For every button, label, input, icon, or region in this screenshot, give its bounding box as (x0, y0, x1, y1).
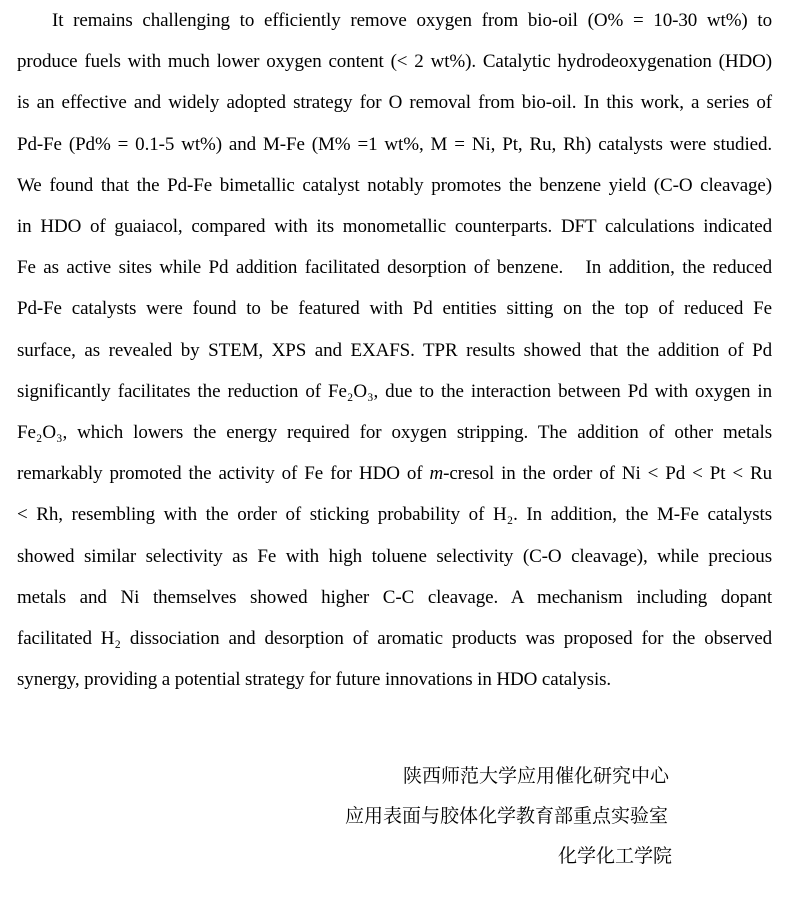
abstract-text-italic: m (429, 463, 444, 485)
abstract-line (17, 330, 772, 371)
abstract-line (17, 659, 772, 700)
abstract-text: We found that the Pd-Fe bimetallic catalyst notably promotes the benzene yield (C-O cleavage) (17, 174, 772, 196)
abstract-text: It remains challenging to efficiently remove oxygen from bio-oil (O% = 10-30 wt%) to (52, 10, 772, 31)
abstract-line (17, 494, 772, 535)
abstract-line (17, 577, 772, 618)
abstract-text: remarkably promoted the activity of Fe for HDO of (17, 463, 430, 485)
abstract-text: significantly facilitates the reduction of Fe₂O₃, due to the interaction between Pd with oxygen in (17, 380, 772, 402)
abstract-text: synergy, providing a potential strategy for future innovations in HDO catalysis. (17, 669, 612, 691)
abstract-line (17, 165, 772, 206)
abstract-text: produce fuels with much lower oxygen content (< 2 wt%). Catalytic hydrodeoxygenation (HDO) (17, 51, 772, 73)
affiliation-line-research-center: 陕西师范大学应用催化研究中心 (403, 766, 670, 787)
abstract-text: in HDO of guaiacol, compared with its monometallic counterparts. DFT calculations indicated (17, 216, 772, 238)
abstract-paragraph (17, 0, 772, 700)
affiliation-line-school: 化学化工学院 (558, 846, 673, 867)
abstract-text: -cresol in the order of Ni < Pd < Pt < Ru (443, 463, 773, 485)
abstract-text: surface, as revealed by STEM, XPS and EXAFS. TPR results showed that the addition of Pd (17, 339, 772, 361)
abstract-line (17, 0, 772, 41)
affiliation-line-key-laboratory: 应用表面与胶体化学教育部重点实验室 (345, 806, 669, 827)
abstract-text: facilitated H₂ dissociation and desorption of aromatic products was proposed for the observed (17, 628, 772, 650)
abstract-line (17, 247, 772, 288)
abstract-text: Pd-Fe catalysts were found to be featured with Pd entities sitting on the top of reduced Fe (17, 298, 772, 320)
abstract-line (17, 536, 772, 577)
abstract-text: < Rh, resembling with the order of sticking probability of H₂. In addition, the M-Fe catalysts (17, 504, 772, 526)
abstract-line (17, 453, 772, 494)
abstract-text: metals and Ni themselves showed higher C-C cleavage. A mechanism including dopant (17, 586, 772, 608)
abstract-text: showed similar selectivity as Fe with high toluene selectivity (C-O cleavage), while precious (17, 545, 772, 567)
abstract-line (17, 412, 772, 453)
abstract-line (17, 41, 772, 82)
abstract-text: Pd-Fe (Pd% = 0.1-5 wt%) and M-Fe (M% =1 wt%, M = Ni, Pt, Ru, Rh) catalysts were studied. (17, 133, 772, 155)
abstract-line (17, 618, 772, 659)
abstract-line (17, 124, 772, 165)
abstract-line (17, 371, 772, 412)
abstract-line (17, 82, 772, 123)
abstract-line (17, 206, 772, 247)
abstract-text: Fe as active sites while Pd addition facilitated desorption of benzene. In addition, the reduced (17, 257, 772, 279)
abstract-line (17, 288, 772, 329)
abstract-text: Fe₂O₃, which lowers the energy required for oxygen stripping. The addition of other metals (17, 422, 772, 444)
abstract-text: is an effective and widely adopted strategy for O removal from bio-oil. In this work, a series of (17, 92, 772, 114)
